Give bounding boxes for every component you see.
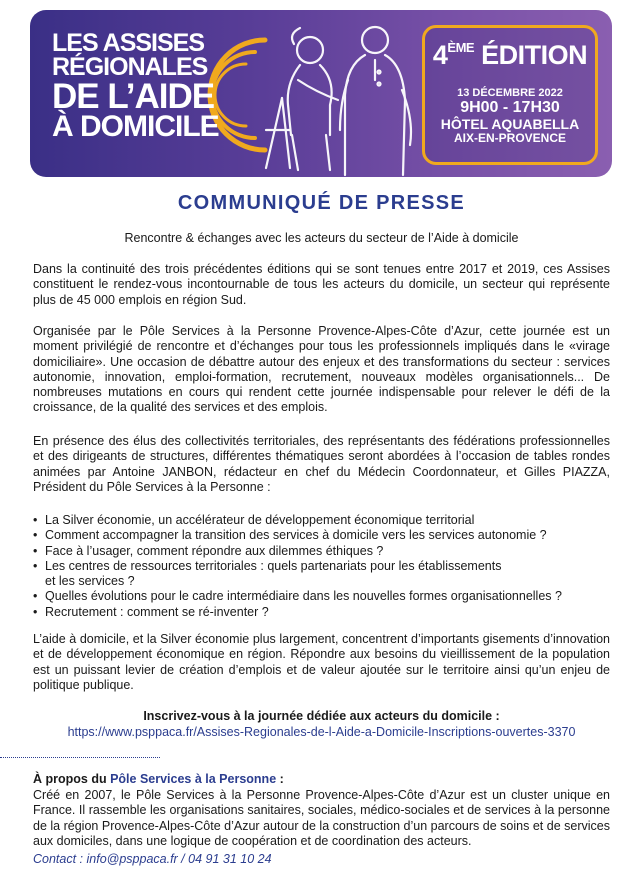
list-item-text: Comment accompagner la transition des services à domicile vers les services autonomie ? — [45, 528, 547, 543]
about-heading-prefix: À propos du — [33, 772, 111, 786]
event-date: 13 DÉCEMBRE 2022 — [457, 87, 563, 99]
list-item — [33, 513, 610, 528]
banner-title-line: RÉGIONALES — [52, 52, 208, 81]
list-item — [33, 559, 610, 590]
about-heading-suffix: : — [276, 772, 284, 786]
list-item-continuation: et les services ? — [45, 574, 135, 589]
edition-number: 4 — [432, 40, 448, 70]
conclusion-paragraph: L’aide à domicile, et la Silver économie plus largement, concentrent d’importants gisements d’innovation et de développement économique en région. Répondre aux besoins du vieillissement de la population est un puissant levier de création d’emplois et de valeur ajoutée sur le territoire ainsi qu’un enjeu de politique publique. — [33, 632, 610, 692]
topics-list — [33, 513, 610, 620]
list-item-text: Les centres de ressources territoriales : quels partenariats pour les établissements — [45, 558, 502, 573]
registration-text: Inscrivez-vous à la journée dédiée aux acteurs du domicile : — [143, 709, 500, 723]
list-item — [33, 605, 610, 620]
edition-sup: ÈME — [447, 40, 475, 55]
page-title: COMMUNIQUÉ DE PRESSE — [177, 192, 466, 214]
list-item — [33, 544, 610, 559]
intro-paragraph: Dans la continuité des trois précédentes éditions qui se sont tenues entre 2017 et 2019, ces Assises constituent le rendez-vous incontournable de tous les acteurs du domicile, un secteur qui représente plus de 45 000 emplois en région Sud. — [33, 262, 610, 307]
page-subtitle: Rencontre & échanges avec les acteurs du secteur de l’Aide à domicile — [124, 231, 519, 245]
list-item — [33, 589, 610, 604]
contact-info[interactable]: Contact : info@psppaca.fr / 04 91 31 10 24 — [33, 852, 272, 866]
about-heading-org: Pôle Services à la Personne — [110, 772, 277, 786]
event-city: AIX-EN-PROVENCE — [453, 131, 566, 146]
list-item-text: Recrutement : comment se ré-inventer ? — [45, 604, 269, 619]
elderly-person-icon — [266, 28, 338, 170]
section-divider — [0, 757, 160, 758]
banner-title — [52, 29, 252, 143]
caregiver-icon — [340, 27, 411, 175]
speakers-paragraph: En présence des élus des collectivités territoriales, des représentants des fédérations professionnelles et des dirigeants de structures, différentes thématiques seront abordées à l’occasion de tables rondes animées par Antoine JANBON, rédacteur en chef du Médecin Coordonnateur, et Gilles PIAZZA, Président du Pôle Services à la Personne : — [33, 434, 610, 494]
edition-label — [425, 40, 595, 71]
list-item-text: La Silver économie, un accélérateur de développement économique territorial — [45, 513, 475, 527]
list-item — [33, 528, 610, 543]
list-item-text: Quelles évolutions pour le cadre intermédiaire dans les nouvelles formes organisationnelles ? — [45, 589, 562, 604]
event-hours: 9H00 - 17H30 — [460, 99, 560, 117]
banner-title-line: LES ASSISES — [52, 29, 205, 57]
about-heading — [33, 772, 284, 786]
event-banner — [30, 10, 612, 177]
about-paragraph: Créé en 2007, le Pôle Services à la Personne Provence-Alpes-Côte d’Azur est un cluster unique en France. Il rassemble les organisations sanitaires, sociales, médico-sociales et de services à la personne de la région Provence-Alpes-Côte d’Azur autour de la construction d’un parcours de soins et de services aux domiciles, dans une logique de coopération et de coordination des acteurs. — [33, 788, 610, 848]
edition-info-box — [422, 25, 598, 165]
event-venue: HÔTEL AQUABELLA — [440, 115, 580, 132]
banner-title-line: DE L’AIDE — [52, 76, 215, 116]
registration-link[interactable]: https://www.psppaca.fr/Assises-Regionales-de-l-Aide-a-Domicile-Inscriptions-ouvertes-3370 — [67, 725, 576, 739]
list-item-text: Face à l’usager, comment répondre aux dilemmes éthiques ? — [45, 543, 384, 558]
banner-title-line: À DOMICILE — [52, 109, 219, 143]
organisation-paragraph: Organisée par le Pôle Services à la Personne Provence-Alpes-Côte d’Azur, cette journée est un moment privilégié de rencontre et d’échanges pour tous les professionnels impliqués dans le «virage domiciliaire». Une occasion de débattre autour des enjeux et des transformations du secteur : services autonomie, innovation, emploi-formation, recrutement, nouveaux modèles organisationnels... De nombreuses mutations en cours qui rendent cette journée indispensable pour relever le défi de la croissance, de la qualité des services et des emplois. — [33, 324, 610, 415]
edition-word: ÉDITION — [481, 40, 588, 70]
